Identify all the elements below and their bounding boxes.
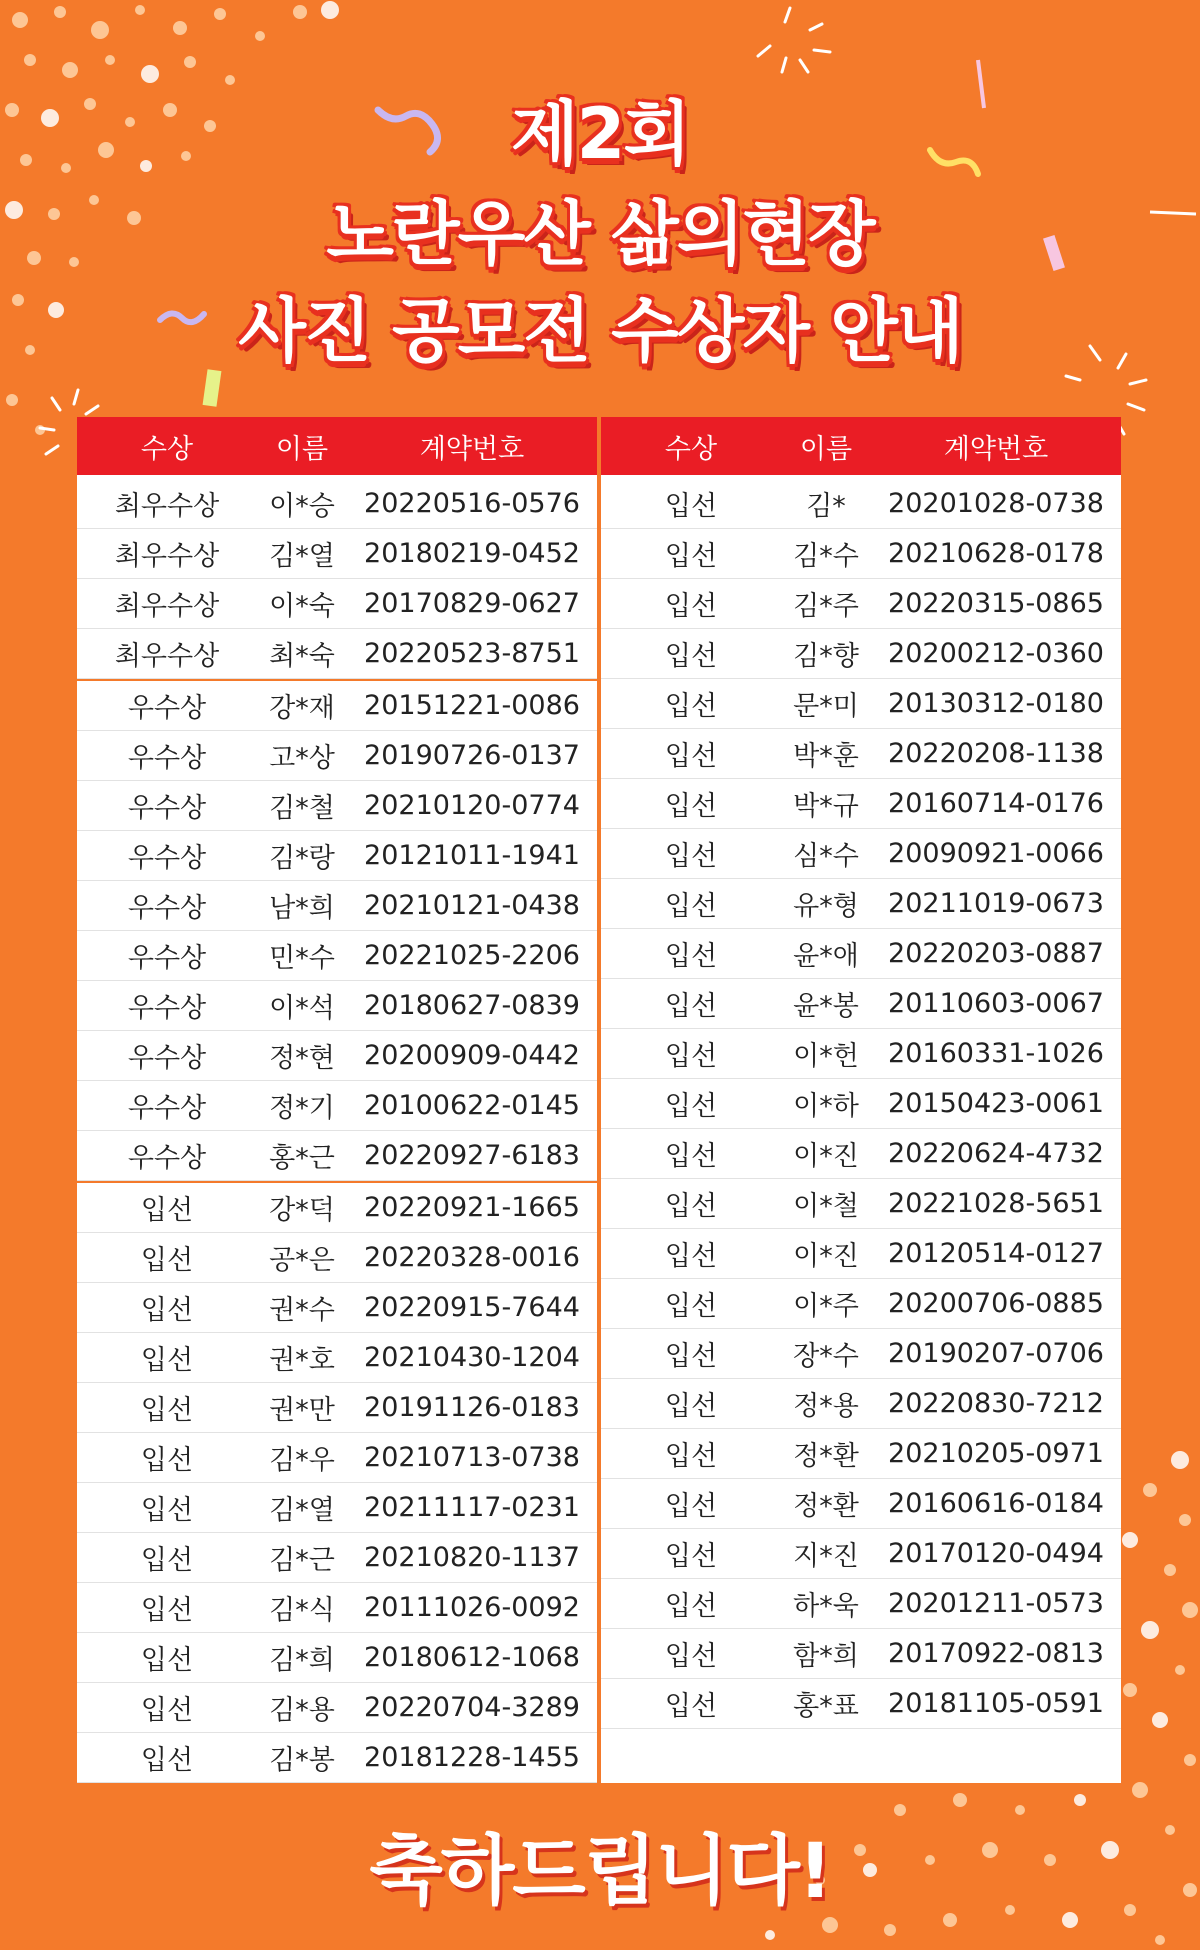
name-cell: 이*주 — [793, 1291, 859, 1322]
contract-cell: 20181228-1455 — [364, 1742, 580, 1773]
name-cell: 권*수 — [269, 1295, 335, 1326]
contract-cell: 20160331-1026 — [888, 1038, 1104, 1069]
contract-cell: 20190207-0706 — [888, 1338, 1104, 1369]
contract-cell: 20191126-0183 — [364, 1392, 580, 1423]
contract-cell: 20200212-0360 — [888, 638, 1104, 669]
table-row — [77, 1583, 597, 1633]
name-cell: 이*헌 — [793, 1041, 859, 1072]
award-cell: 우수상 — [127, 943, 207, 974]
table-row — [601, 879, 1121, 929]
name-cell: 윤*봉 — [793, 991, 859, 1022]
award-cell: 입선 — [664, 941, 718, 972]
title-line-3: 사진 공모전 수상자 안내 — [238, 290, 962, 372]
contract-cell: 20210120-0774 — [364, 790, 580, 821]
table-row — [77, 881, 597, 931]
contract-cell: 20090921-0066 — [888, 838, 1104, 869]
contract-cell: 20210430-1204 — [364, 1342, 580, 1373]
contract-cell: 20170922-0813 — [888, 1638, 1104, 1669]
award-cell: 입선 — [140, 1595, 194, 1626]
contract-cell: 20210121-0438 — [364, 890, 580, 921]
rows-right — [601, 475, 1121, 1729]
contract-cell: 20200706-0885 — [888, 1288, 1104, 1319]
name-cell: 정*환 — [793, 1441, 859, 1472]
name-cell: 민*수 — [269, 943, 335, 974]
award-cell: 입선 — [664, 891, 718, 922]
table-row — [77, 1333, 597, 1383]
award-cell: 우수상 — [127, 893, 207, 924]
name-cell: 김*주 — [793, 591, 859, 622]
name-cell: 홍*표 — [793, 1691, 859, 1722]
contract-cell: 20221028-5651 — [888, 1188, 1104, 1219]
contract-cell: 20170829-0627 — [364, 588, 580, 619]
award-cell: 입선 — [664, 791, 718, 822]
contract-cell: 20220830-7212 — [888, 1388, 1104, 1419]
table-row — [77, 1283, 597, 1333]
table-row — [601, 1579, 1121, 1629]
table-row — [601, 479, 1121, 529]
contract-cell: 20160616-0184 — [888, 1488, 1104, 1519]
award-cell: 입선 — [140, 1645, 194, 1676]
name-cell: 김* — [806, 491, 846, 522]
award-cell: 입선 — [664, 591, 718, 622]
award-cell: 입선 — [140, 1745, 194, 1776]
name-cell: 남*희 — [269, 893, 335, 924]
contract-cell: 20180219-0452 — [364, 538, 580, 569]
table-row — [601, 579, 1121, 629]
table-row — [77, 731, 597, 781]
name-cell: 강*덕 — [269, 1195, 335, 1226]
contract-cell: 20220921-1665 — [364, 1192, 580, 1223]
award-cell: 입선 — [664, 1491, 718, 1522]
name-cell: 김*철 — [269, 793, 335, 824]
contract-cell: 20180612-1068 — [364, 1642, 580, 1673]
award-cell: 입선 — [140, 1395, 194, 1426]
name-cell: 정*용 — [793, 1391, 859, 1422]
name-cell: 이*진 — [793, 1141, 859, 1172]
name-cell: 이*하 — [793, 1091, 859, 1122]
name-cell: 박*훈 — [793, 741, 859, 772]
table-header — [77, 417, 597, 475]
contract-cell: 20100622-0145 — [364, 1090, 580, 1121]
name-cell: 정*기 — [269, 1093, 335, 1124]
name-cell: 홍*근 — [269, 1143, 335, 1174]
name-cell: 심*수 — [793, 841, 859, 872]
title-line-2: 노란우산 삶의현장 — [326, 193, 874, 275]
contract-cell: 20121011-1941 — [364, 840, 580, 871]
name-cell: 공*은 — [269, 1245, 335, 1276]
contract-cell: 20221025-2206 — [364, 940, 580, 971]
table-row — [601, 1329, 1121, 1379]
contract-cell: 20220915-7644 — [364, 1292, 580, 1323]
table-row — [601, 1129, 1121, 1179]
name-cell: 김*식 — [269, 1595, 335, 1626]
winners-table — [77, 417, 1121, 1783]
award-cell: 입선 — [664, 1641, 718, 1672]
award-cell: 최우수상 — [114, 491, 220, 522]
contract-cell: 20111026-0092 — [364, 1592, 580, 1623]
award-cell: 입선 — [664, 1091, 718, 1122]
contract-cell: 20220315-0865 — [888, 588, 1104, 619]
award-cell: 입선 — [664, 641, 718, 672]
contract-cell: 20220516-0576 — [364, 488, 580, 519]
award-cell: 입선 — [664, 1041, 718, 1072]
table-row — [601, 829, 1121, 879]
award-cell: 우수상 — [127, 1093, 207, 1124]
award-cell: 우수상 — [127, 1043, 207, 1074]
contract-cell: 20220523-8751 — [364, 638, 580, 669]
contract-cell: 20220203-0887 — [888, 938, 1104, 969]
rows-left — [77, 475, 597, 1783]
name-cell: 정*환 — [793, 1491, 859, 1522]
award-cell: 우수상 — [127, 993, 207, 1024]
name-cell: 김*우 — [269, 1445, 335, 1476]
contract-cell: 20180627-0839 — [364, 990, 580, 1021]
contract-cell: 20200909-0442 — [364, 1040, 580, 1071]
name-cell: 이*진 — [793, 1241, 859, 1272]
table-row — [77, 1383, 597, 1433]
table-row — [601, 1279, 1121, 1329]
name-cell: 정*현 — [269, 1043, 335, 1074]
table-row — [601, 1029, 1121, 1079]
award-cell: 입선 — [664, 1241, 718, 1272]
contract-cell: 20190726-0137 — [364, 740, 580, 771]
name-cell: 함*희 — [793, 1641, 859, 1672]
name-cell: 김*용 — [269, 1695, 335, 1726]
award-cell: 우수상 — [127, 793, 207, 824]
name-cell: 김*근 — [269, 1545, 335, 1576]
name-cell: 박*규 — [793, 791, 859, 822]
award-cell: 입선 — [664, 1441, 718, 1472]
table-row — [601, 529, 1121, 579]
contract-cell: 20211019-0673 — [888, 888, 1104, 919]
name-cell: 이*승 — [269, 491, 335, 522]
award-cell: 입선 — [140, 1445, 194, 1476]
table-row — [77, 831, 597, 881]
name-cell: 이*숙 — [269, 591, 335, 622]
award-cell: 입선 — [140, 1195, 194, 1226]
award-cell: 입선 — [664, 841, 718, 872]
name-cell: 강*재 — [269, 693, 335, 724]
name-cell: 이*석 — [269, 993, 335, 1024]
name-cell: 김*열 — [269, 1495, 335, 1526]
name-cell: 하*욱 — [793, 1591, 859, 1622]
table-header — [601, 417, 1121, 475]
contract-cell: 20201211-0573 — [888, 1588, 1104, 1619]
table-row — [601, 729, 1121, 779]
table-row — [77, 1533, 597, 1583]
award-cell: 입선 — [664, 491, 718, 522]
award-cell: 최우수상 — [114, 541, 220, 572]
contract-cell: 20220927-6183 — [364, 1140, 580, 1171]
name-cell: 김*봉 — [269, 1745, 335, 1776]
contract-cell: 20160714-0176 — [888, 788, 1104, 819]
award-cell: 입선 — [664, 1591, 718, 1622]
award-cell: 입선 — [664, 1541, 718, 1572]
table-row — [601, 779, 1121, 829]
table-row — [601, 1479, 1121, 1529]
table-row — [77, 1433, 597, 1483]
table-row — [601, 979, 1121, 1029]
table-row — [601, 1229, 1121, 1279]
award-cell: 우수상 — [127, 743, 207, 774]
contract-cell: 20150423-0061 — [888, 1088, 1104, 1119]
winners-table-right — [601, 417, 1121, 1729]
name-cell: 최*숙 — [269, 641, 335, 672]
table-row — [77, 1233, 597, 1283]
table-row — [77, 529, 597, 579]
award-cell: 입선 — [140, 1295, 194, 1326]
table-row — [77, 1683, 597, 1733]
table-row — [601, 929, 1121, 979]
table-row — [77, 1131, 597, 1181]
table-row — [77, 931, 597, 981]
header-name: 이름 — [275, 433, 329, 465]
table-row — [77, 679, 597, 731]
table-row — [77, 1181, 597, 1233]
table-row — [601, 1429, 1121, 1479]
contract-cell: 20220328-0016 — [364, 1242, 580, 1273]
award-cell: 우수상 — [127, 843, 207, 874]
contract-cell: 20181105-0591 — [888, 1688, 1104, 1719]
name-cell: 권*호 — [269, 1345, 335, 1376]
name-cell: 윤*애 — [793, 941, 859, 972]
award-cell: 입선 — [140, 1695, 194, 1726]
contract-cell: 20110603-0067 — [888, 988, 1104, 1019]
table-row — [601, 1679, 1121, 1729]
award-cell: 입선 — [664, 1691, 718, 1722]
table-row — [77, 981, 597, 1031]
table-row — [77, 1633, 597, 1683]
name-cell: 지*진 — [793, 1541, 859, 1572]
contract-cell: 20201028-0738 — [888, 488, 1104, 519]
award-cell: 입선 — [664, 991, 718, 1022]
name-cell: 김*향 — [793, 641, 859, 672]
contract-cell: 20210628-0178 — [888, 538, 1104, 569]
contract-cell: 20120514-0127 — [888, 1238, 1104, 1269]
title-line-1: 제2회 — [511, 93, 689, 175]
contract-cell: 20210820-1137 — [364, 1542, 580, 1573]
contract-cell: 20170120-0494 — [888, 1538, 1104, 1569]
contract-cell: 20130312-0180 — [888, 688, 1104, 719]
contract-cell: 20220624-4732 — [888, 1138, 1104, 1169]
award-cell: 입선 — [140, 1345, 194, 1376]
table-row — [77, 1031, 597, 1081]
table-row — [601, 629, 1121, 679]
award-cell: 입선 — [664, 1191, 718, 1222]
contract-cell: 20210205-0971 — [888, 1438, 1104, 1469]
award-cell: 입선 — [664, 1141, 718, 1172]
name-cell: 고*상 — [269, 743, 335, 774]
award-cell: 입선 — [664, 1341, 718, 1372]
contract-cell: 20220704-3289 — [364, 1692, 580, 1723]
award-cell: 우수상 — [127, 1143, 207, 1174]
table-row — [601, 679, 1121, 729]
table-row — [77, 629, 597, 679]
table-row — [601, 1179, 1121, 1229]
contract-cell: 20211117-0231 — [364, 1492, 580, 1523]
header-contract: 계약번호 — [419, 433, 525, 465]
name-cell: 김*열 — [269, 541, 335, 572]
header-name: 이름 — [799, 433, 853, 465]
name-cell: 이*철 — [793, 1191, 859, 1222]
winners-table-left — [77, 417, 597, 1783]
table-row — [77, 579, 597, 629]
table-row — [77, 1733, 597, 1783]
table-row — [601, 1529, 1121, 1579]
contract-cell: 20210713-0738 — [364, 1442, 580, 1473]
header-contract: 계약번호 — [943, 433, 1049, 465]
award-cell: 입선 — [664, 541, 718, 572]
table-row — [77, 479, 597, 529]
award-cell: 입선 — [664, 691, 718, 722]
name-cell: 권*만 — [269, 1395, 335, 1426]
award-cell: 입선 — [140, 1495, 194, 1526]
table-row — [77, 781, 597, 831]
name-cell: 김*수 — [793, 541, 859, 572]
table-row — [601, 1379, 1121, 1429]
table-row — [601, 1629, 1121, 1679]
award-cell: 우수상 — [127, 693, 207, 724]
award-cell: 최우수상 — [114, 591, 220, 622]
congratulations-text: 축하드립니다! — [369, 1826, 831, 1915]
contract-cell: 20220208-1138 — [888, 738, 1104, 769]
table-row — [601, 1079, 1121, 1129]
name-cell: 김*랑 — [269, 843, 335, 874]
award-cell: 입선 — [664, 741, 718, 772]
name-cell: 장*수 — [793, 1341, 859, 1372]
award-cell: 입선 — [140, 1245, 194, 1276]
award-cell: 입선 — [664, 1391, 718, 1422]
header-award: 수상 — [664, 433, 718, 465]
award-cell: 입선 — [664, 1291, 718, 1322]
table-row — [77, 1081, 597, 1131]
award-cell: 입선 — [140, 1545, 194, 1576]
name-cell: 문*미 — [793, 691, 859, 722]
name-cell: 유*형 — [793, 891, 859, 922]
contract-cell: 20151221-0086 — [364, 690, 580, 721]
award-cell: 최우수상 — [114, 641, 220, 672]
table-row — [77, 1483, 597, 1533]
name-cell: 김*희 — [269, 1645, 335, 1676]
header-award: 수상 — [140, 433, 194, 465]
